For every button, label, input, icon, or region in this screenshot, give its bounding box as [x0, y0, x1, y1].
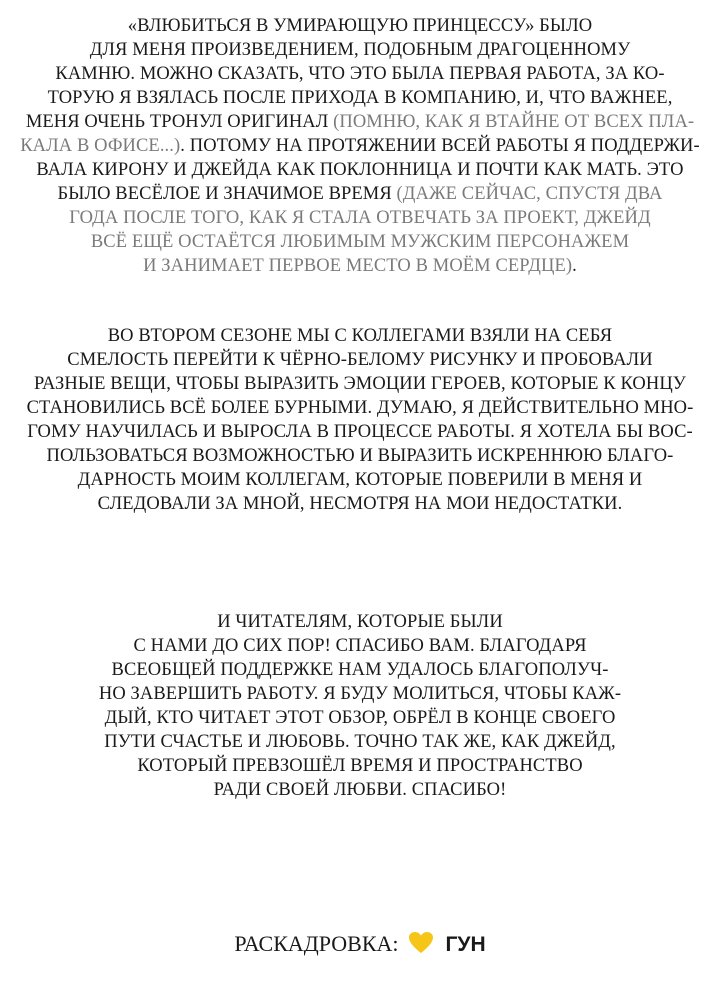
text-line — [0, 110, 720, 134]
aside-text: ГОДА ПОСЛЕ ТОГО, КАК Я СТАЛА ОТВЕЧАТЬ ЗА ПРОЕКТ, ДЖЕЙД — [69, 208, 651, 228]
text-line — [0, 182, 720, 206]
storyboard-credit — [0, 930, 720, 959]
text-line — [0, 38, 720, 62]
credit-label: РАСКАДРОВКА: — [234, 931, 399, 956]
main-text: МЕНЯ ОЧЕНЬ ТРОНУЛ ОРИГИНАЛ — [25, 112, 334, 132]
aside-text: КАЛА В ОФИСЕ...) — [20, 136, 181, 156]
text-line: КОТОРЫЙ ПРЕВЗОШЁЛ ВРЕМЯ И ПРОСТРАНСТВО — [137, 756, 583, 776]
main-text: КАМНЮ. МОЖНО СКАЗАТЬ, ЧТО ЭТО БЫЛА ПЕРВАЯ РАБОТА, ЗА КО- — [55, 64, 665, 84]
text-line: ДЫЙ, КТО ЧИТАЕТ ЭТОТ ОБЗОР, ОБРЁЛ В КОНЦЕ СВОЕГО — [104, 708, 616, 728]
text-line: СЛЕДОВАЛИ ЗА МНОЙ, НЕСМОТРЯ НА МОИ НЕДОСТАТКИ. — [97, 494, 623, 514]
text-line — [0, 158, 720, 182]
main-text: ТОРУЮ Я ВЗЯЛАСЬ ПОСЛЕ ПРИХОДА В КОМПАНИЮ, И, ЧТО ВАЖНЕЕ, — [47, 88, 673, 108]
main-text: «ВЛЮБИТЬСЯ В УМИРАЮЩУЮ ПРИНЦЕССУ» БЫЛО — [127, 16, 593, 36]
main-text: БЫЛО ВЕСЁЛОЕ И ЗНАЧИМОЕ ВРЕМЯ — [57, 184, 397, 204]
text-line — [0, 230, 720, 254]
text-line: ПУТИ СЧАСТЬЕ И ЛЮБОВЬ. ТОЧНО ТАК ЖЕ, КАК ДЖЕЙД, — [104, 732, 616, 752]
main-text: . — [572, 256, 577, 276]
text-line: НО ЗАВЕРШИТЬ РАБОТУ. Я БУДУ МОЛИТЬСЯ, ЧТОБЫ КАЖ- — [98, 684, 622, 704]
text-line: ДАРНОСТЬ МОИМ КОЛЛЕГАМ, КОТОРЫЕ ПОВЕРИЛИ В МЕНЯ И — [77, 470, 643, 490]
text-line: ГОМУ НАУЧИЛАСЬ И ВЫРОСЛА В ПРОЦЕССЕ РАБОТЫ. Я ХОТЕЛА БЫ ВОС- — [27, 422, 693, 442]
main-text: . ПОТОМУ НА ПРОТЯЖЕНИИ ВСЕЙ РАБОТЫ Я ПОДДЕРЖИ- — [180, 136, 700, 156]
text-line: ВСЕОБЩЕЙ ПОДДЕРЖКЕ НАМ УДАЛОСЬ БЛАГОПОЛУЧ- — [111, 660, 609, 680]
text-line: РАДИ СВОЕЙ ЛЮБВИ. СПАСИБО! — [213, 780, 507, 800]
text-line: С НАМИ ДО СИХ ПОР! СПАСИБО ВАМ. БЛАГОДАРЯ — [133, 636, 587, 656]
text-line: И ЧИТАТЕЛЯМ, КОТОРЫЕ БЫЛИ — [217, 612, 503, 632]
text-line: СТАНОВИЛИСЬ ВСЁ БОЛЕЕ БУРНЫМИ. ДУМАЮ, Я ДЕЙСТВИТЕЛЬНО МНО- — [26, 398, 694, 418]
main-text: ВАЛА КИРОНУ И ДЖЕЙДА КАК ПОКЛОННИЦА И ПОЧТИ КАК МАТЬ. ЭТО — [36, 160, 684, 180]
text-line — [0, 134, 720, 158]
paragraph-intro — [0, 14, 720, 278]
text-line: ПОЛЬЗОВАТЬСЯ ВОЗМОЖНОСТЬЮ И ВЫРАЗИТЬ ИСКРЕННЮЮ БЛАГО- — [46, 446, 674, 466]
credit-name: ГУН — [445, 933, 486, 956]
aside-text: ВСЁ ЕЩЁ ОСТАЁТСЯ ЛЮБИМЫМ МУЖСКИМ ПЕРСОНАЖЕМ — [90, 232, 630, 252]
main-text: ДЛЯ МЕНЯ ПРОИЗВЕДЕНИЕМ, ПОДОБНЫМ ДРАГОЦЕННОМУ — [89, 40, 631, 60]
aside-text: И ЗАНИМАЕТ ПЕРВОЕ МЕСТО В МОЁМ СЕРДЦЕ) — [143, 256, 573, 276]
text-line — [0, 86, 720, 110]
text-line — [0, 254, 720, 278]
aside-text: (ДАЖЕ СЕЙЧАС, СПУСТЯ ДВА — [396, 184, 663, 204]
text-line: РАЗНЫЕ ВЕЩИ, ЧТОБЫ ВЫРАЗИТЬ ЭМОЦИИ ГЕРОЕВ, КОТОРЫЕ К КОНЦУ — [33, 374, 687, 394]
text-line — [0, 206, 720, 230]
paragraph-second-season — [0, 324, 720, 516]
aside-text: (ПОМНЮ, КАК Я ВТАЙНЕ ОТ ВСЕХ ПЛА- — [333, 112, 695, 132]
paragraph-thanks-readers — [0, 610, 720, 802]
heart-icon — [408, 931, 434, 955]
text-line — [0, 14, 720, 38]
text-line: СМЕЛОСТЬ ПЕРЕЙТИ К ЧЁРНО-БЕЛОМУ РИСУНКУ И ПРОБОВАЛИ — [67, 350, 653, 370]
text-line — [0, 62, 720, 86]
text-line: ВО ВТОРОМ СЕЗОНЕ МЫ С КОЛЛЕГАМИ ВЗЯЛИ НА СЕБЯ — [107, 326, 613, 346]
